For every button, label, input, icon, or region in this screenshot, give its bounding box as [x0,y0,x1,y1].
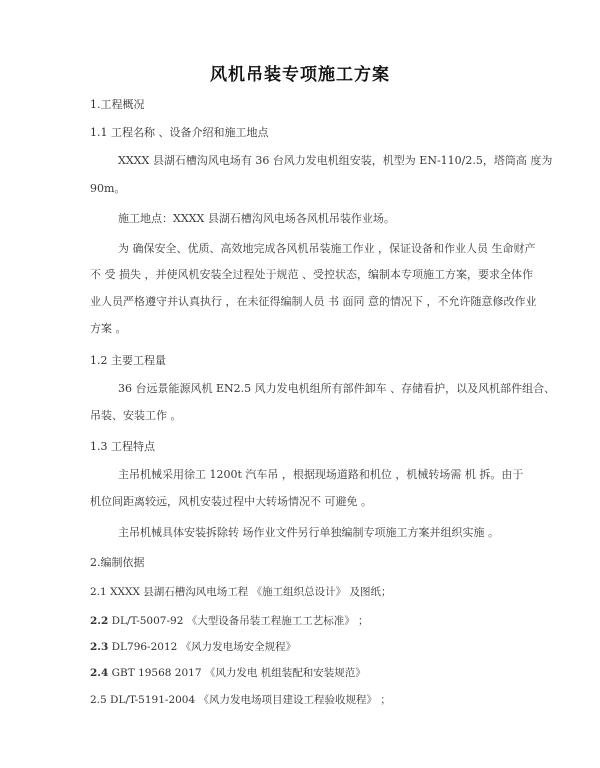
section-heading: 2.编制依据 [90,556,145,569]
paragraph-line: 主吊机械采用徐工 1200t 汽车吊 ，根据现场道路和机位 ，机械转场需 机 拆。由于 [118,468,524,481]
paragraph-line: 90m。 [90,182,126,195]
reference-number: 2.1 [90,586,107,598]
paragraph-line: 机位间距离较远，风机安装过程中大转场情况不 可避免 。 [90,495,372,508]
reference-number: 2.5 [90,694,107,706]
reference-text: DL/T-5191-2004 《风力发电场项目建设工程验收规程》 ； [110,694,391,706]
reference-number: 2.3 [90,641,109,653]
paragraph-line: XXXX 县湖石槽沟风电场有 36 台风力发电机组安装，机型为 EN-110/2.5，塔筒高 度为 [118,154,553,167]
reference-item [90,613,369,628]
reference-text: DL/T-5007-92 《大型设备吊装工程施工工艺标准》 ； [111,615,369,627]
paragraph-line: 业人员严格遵守并认真执行 ，在未征得编制人员 书 面同 意的情况下 ，不允许随意修改作业 [90,295,537,308]
reference-text: DL796-2012 《风力发电场安全规程》 [111,641,297,653]
subsection-heading: 1.3 工程特点 [90,440,155,453]
section-heading: 1.工程概况 [90,98,145,111]
paragraph-line: 为 确保安全、优质、高效地完成各风机吊装施工作业 ，保证设备和作业人员 生命财产 [118,242,536,255]
reference-item [90,665,366,680]
paragraph-line: 主吊机械具体安装拆除转 场作业文件另行单独编制专项施工方案并组织实施 。 [118,526,499,539]
reference-item [90,692,391,707]
reference-number: 2.2 [90,615,109,627]
paragraph-line: 吊装、安装工作 。 [90,409,182,422]
paragraph-line: 36 台远景能源风机 EN2.5 风力发电机组所有部件卸车 、存储看护，以及风机部件组合、 [118,382,556,395]
subsection-heading: 1.1 工程名称 、设备介绍和施工地点 [90,126,269,139]
reference-text: XXXX 县湖石槽沟风电场工程 《施工组织总设计》 及图纸； [110,586,392,598]
subsection-heading: 1.2 主要工程量 [90,354,166,367]
reference-item [90,639,296,654]
reference-text: GBT 19568 2017 《风力发电 机组装配和安装规范》 [111,667,366,679]
document-title: 风机吊装专项施工方案 [210,65,390,85]
reference-number: 2.4 [90,667,109,679]
paragraph-line: 施工地点：XXXX 县湖石槽沟风电场各风机吊装作业场。 [118,212,395,225]
paragraph-line: 方案 。 [90,322,127,335]
paragraph-line: 不 受 损失 ，并使风机安装全过程处于规范 、受控状态，编制本专项施工方案，要求全体作 [90,268,533,281]
reference-item [90,584,391,599]
